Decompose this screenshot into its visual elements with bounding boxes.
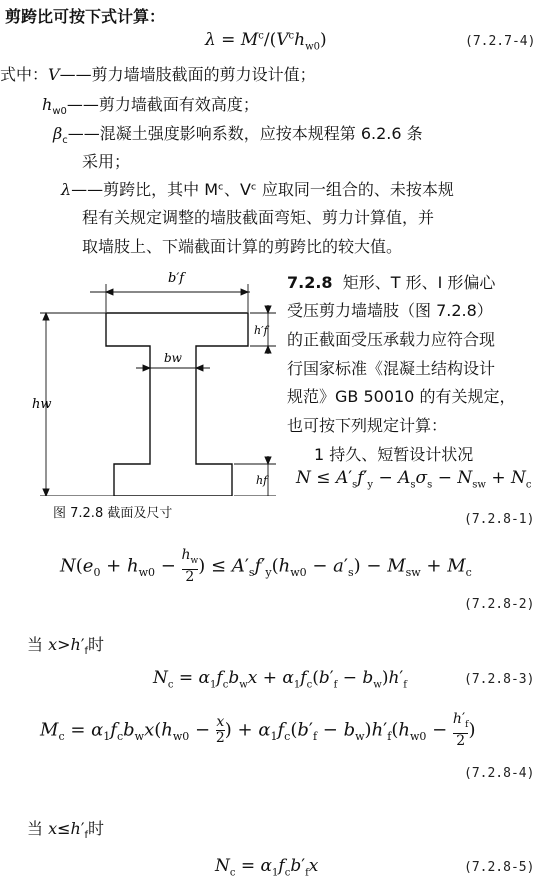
equation-7-2-7-4: $\lambda = M^c/(V^ch_{w0})$: [205, 30, 327, 53]
equation-7-2-8-3: $N_c = \alpha_1f_cb_wx + \alpha_1f_c(b'_f - b_w)h'_f$: [153, 668, 407, 691]
equation-number: (7.2.8-2): [464, 597, 535, 612]
equation-number: (7.2.8-4): [464, 766, 535, 781]
section-7-2-8-line-6: 也可按下列规定计算：: [287, 416, 448, 435]
label-bf: b′f: [168, 271, 185, 286]
where-item-hw0: $h_{w0}——$剪力墙截面有效高度；: [42, 95, 259, 118]
item-1-heading: 1 持久、短暂设计状况: [314, 445, 474, 464]
condition-x-greater: 当 $x>h'_f$时: [27, 635, 105, 658]
label-hf-top: h′f: [254, 324, 268, 337]
equation-7-2-8-4: $M_c = \alpha_1f_cb_wx(h_{w0}$ − $\frac{x}{2}$ ) + $\alpha_1f_c(b'_f - b_w)h'_f(h_{w0}$ − $\frac{h'_f}{2}$ ): [40, 711, 476, 749]
where-lead: 式中：V——剪力墙墙肢截面的剪力设计值；: [0, 65, 316, 84]
equation-7-2-8-1: $N \le A'_sf'_y - A_s\sigma_s - N_{sw} + N_c$: [296, 468, 532, 491]
condition-x-less-equal: 当 $x\le h'_f$时: [27, 819, 105, 842]
section-7-2-8-line-2: 受压剪力墙墙肢（图 7.2.8）: [287, 301, 493, 320]
section-7-2-8-line-5: 规范》GB 50010 的有关规定，: [287, 387, 516, 406]
section-7-2-8-line-1: 7.2.8 矩形、T 形、I 形偏心: [287, 273, 496, 292]
section-7-2-8-line-4: 行国家标准《混凝土结构设计: [287, 359, 496, 378]
section-number: 7.2.8: [287, 273, 333, 292]
label-hw: hw: [32, 397, 52, 412]
label-hf-bottom: hf: [256, 474, 268, 487]
where-item-beta: $\beta_c——$混凝土强度影响系数，应按本规程第 6.2.6 条: [53, 124, 423, 147]
equation-7-2-8-2: $N(e_0 + h_{w0}$ − $\frac{h_w}{2}$ ) ≤ $A'_sf'_y(h_{w0} - a'_s) - M_{sw} + M_c$: [60, 547, 472, 585]
equation-number: (7.2.8-5): [464, 860, 535, 875]
where-item-lambda-cont1: 程有关规定调整的墙肢截面弯矩、剪力计算值，并: [82, 208, 435, 227]
where-item-lambda-cont2: 取墙肢上、下端截面计算的剪跨比的较大值。: [82, 237, 403, 256]
equation-number: (7.2.8-1): [464, 512, 535, 527]
equation-number: (7.2.7-4): [465, 34, 536, 49]
figure-caption: 图 7.2.8 截面及尺寸: [53, 506, 173, 521]
section-7-2-8-line-3: 的正截面受压承载力应符合现: [287, 330, 496, 349]
equation-number: (7.2.8-3): [464, 672, 535, 687]
where-item-beta-cont: 采用；: [82, 152, 131, 171]
where-item-lambda: λ——剪跨比，其中 Mᶜ、Vᶜ 应取同一组合的、未按本规: [61, 180, 454, 199]
section-figure: [18, 268, 276, 496]
intro-text: 剪跨比可按下式计算：: [5, 7, 166, 26]
equation-7-2-8-5: $N_c = \alpha_1f_cb'_fx$: [215, 856, 319, 879]
label-bw: bw: [164, 351, 182, 365]
i-section-outline: [106, 313, 248, 496]
